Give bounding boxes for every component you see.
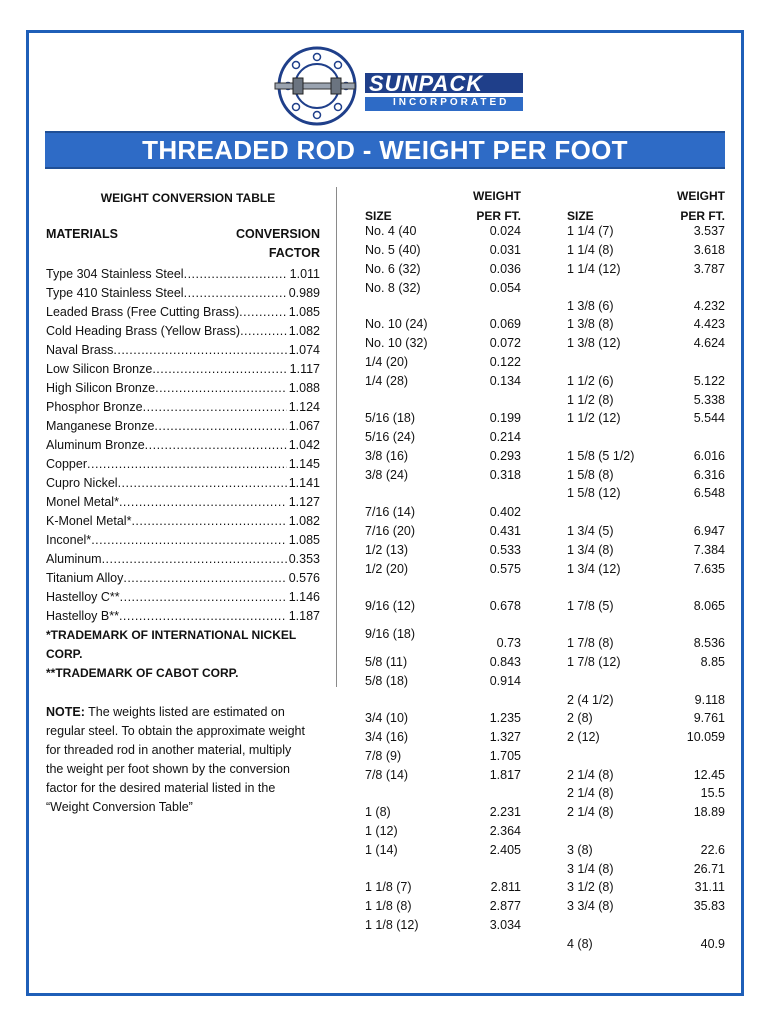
note-paragraph xyxy=(46,703,320,817)
table-b-size-cell: 1 3/8 (12) xyxy=(567,336,621,350)
table-a-weight-cell: 2.405 xyxy=(489,843,521,857)
material-factor: 1.067 xyxy=(288,419,320,433)
table-a-size-cell: 1/2 (20) xyxy=(365,562,409,576)
weight-header-b-line2: PER FT. xyxy=(680,209,725,223)
table-b-weight-cell: 26.71 xyxy=(693,862,725,876)
table-b-weight-cell: 6.947 xyxy=(693,524,725,538)
table-b-weight-cell: 3.537 xyxy=(693,224,725,238)
material-factor: 1.141 xyxy=(288,476,320,490)
table-b-size-cell: 1 1/4 (7) xyxy=(567,224,614,238)
leader-dots xyxy=(145,436,287,455)
table-a-weight-cell: 3.034 xyxy=(489,918,521,932)
table-b-size-cell: 1 5/8 (12) xyxy=(567,486,621,500)
leader-dots xyxy=(131,512,286,531)
table-b-weight-cell: 18.89 xyxy=(693,805,725,819)
leader-dots xyxy=(143,398,287,417)
material-row xyxy=(46,550,320,569)
leader-dots xyxy=(184,284,287,303)
table-b-weight-cell: 31.11 xyxy=(694,880,725,894)
material-name: Leaded Brass (Free Cutting Brass) xyxy=(46,305,240,319)
conversion-header xyxy=(46,227,320,265)
table-a-weight-cell: 0.678 xyxy=(489,599,521,613)
material-factor: 1.085 xyxy=(288,533,320,547)
table-a-size-cell: No. 10 (32) xyxy=(365,336,428,350)
table-a-weight-cell: 0.73 xyxy=(496,636,521,650)
table-a-size-cell: 1/4 (20) xyxy=(365,355,409,369)
material-factor: 0.353 xyxy=(288,552,320,566)
trademark-inco-line2: CORP. xyxy=(46,647,83,661)
table-b-size-cell: 1 3/8 (6) xyxy=(567,299,614,313)
table-a-size-cell: 1 1/8 (8) xyxy=(365,899,412,913)
material-name: Type 304 Stainless Steel xyxy=(46,267,184,281)
material-row xyxy=(46,455,320,474)
table-a-size-cell: No. 4 (40 xyxy=(365,224,417,238)
material-factor: 1.146 xyxy=(288,590,320,604)
material-row xyxy=(46,379,320,398)
table-a-weight-cell: 1.817 xyxy=(489,768,521,782)
table-a-size-cell: 1/4 (28) xyxy=(365,374,409,388)
table-a-weight-cell: 0.134 xyxy=(489,374,521,388)
material-row xyxy=(46,588,320,607)
table-b-size-cell: 2 (4 1/2) xyxy=(567,693,614,707)
size-header-a: SIZE xyxy=(365,209,392,223)
material-factor: 1.088 xyxy=(288,381,320,395)
table-b-weight-cell: 7.384 xyxy=(693,543,725,557)
material-name: Type 410 Stainless Steel xyxy=(46,286,184,300)
table-b-size-cell: 3 3/4 (8) xyxy=(567,899,614,913)
material-name: Copper xyxy=(46,457,87,471)
weight-header-a-line1: WEIGHT xyxy=(473,189,521,203)
table-a-size-cell: 5/8 (18) xyxy=(365,674,409,688)
weight-header-b-line1: WEIGHT xyxy=(677,189,725,203)
note-line: The weights listed are estimated on xyxy=(84,705,285,719)
table-a-size-cell: 3/4 (10) xyxy=(365,711,409,725)
table-a-weight-cell: 0.031 xyxy=(489,243,521,257)
table-b-size-cell: 1 3/8 (8) xyxy=(567,317,614,331)
table-b-weight-cell: 8.85 xyxy=(700,655,725,669)
material-factor: 1.042 xyxy=(288,438,320,452)
material-name: Monel Metal* xyxy=(46,495,119,509)
table-b-weight-cell: 5.122 xyxy=(693,374,725,388)
material-row xyxy=(46,303,320,322)
material-row xyxy=(46,493,320,512)
table-b-size-cell: 1 3/4 (8) xyxy=(567,543,614,557)
table-b-size-cell: 1 1/2 (6) xyxy=(567,374,614,388)
table-b-weight-cell: 4.232 xyxy=(693,299,725,313)
leader-dots xyxy=(155,379,287,398)
table-a-size-cell: 1 (12) xyxy=(365,824,398,838)
sunpack-logo xyxy=(273,45,523,127)
table-b-size-cell: 1 5/8 (5 1/2) xyxy=(567,449,635,463)
conversion-header-line1: CONVERSION xyxy=(235,227,320,241)
table-a-weight-cell: 0.431 xyxy=(489,524,521,538)
leader-dots xyxy=(119,493,287,512)
material-name: Cupro Nickel xyxy=(46,476,118,490)
material-name: Hastelloy B** xyxy=(46,609,119,623)
table-a-weight-cell: 2.231 xyxy=(489,805,521,819)
table-b-weight-cell: 7.635 xyxy=(693,562,725,576)
table-b-size-cell: 2 (8) xyxy=(567,711,593,725)
table-b-weight-cell: 8.536 xyxy=(693,636,725,650)
material-row xyxy=(46,436,320,455)
table-a-size-cell: 7/8 (9) xyxy=(365,749,402,763)
table-b-size-cell: 2 (12) xyxy=(567,730,600,744)
table-a-weight-cell: 0.402 xyxy=(489,505,521,519)
note-line: regular steel. To obtain the approximate weight xyxy=(46,724,305,738)
table-a-weight-cell: 0.024 xyxy=(489,224,521,238)
table-a-weight-cell: 1.327 xyxy=(489,730,521,744)
table-b-size-cell: 2 1/4 (8) xyxy=(567,768,614,782)
page-title: THREADED ROD - WEIGHT PER FOOT xyxy=(45,131,725,169)
table-b-weight-cell: 9.761 xyxy=(693,711,725,725)
brand-subtext: INCORPORATED xyxy=(393,97,510,108)
table-a-weight-cell: 2.364 xyxy=(489,824,521,838)
note-line: the weight per foot shown by the conversion xyxy=(46,762,290,776)
table-a-size-cell: 7/16 (14) xyxy=(365,505,416,519)
page-frame xyxy=(26,30,744,996)
table-b-size-cell: 1 1/4 (12) xyxy=(567,262,621,276)
column-divider xyxy=(336,187,337,687)
table-a-size-cell: 3/8 (16) xyxy=(365,449,409,463)
leader-dots xyxy=(240,322,287,341)
table-a-weight-cell: 0.533 xyxy=(489,543,521,557)
table-a-weight-cell: 0.843 xyxy=(489,655,521,669)
material-row xyxy=(46,322,320,341)
material-factor: 1.074 xyxy=(288,343,320,357)
leader-dots xyxy=(154,417,286,436)
table-a-size-cell: 5/16 (18) xyxy=(365,411,416,425)
note-label: NOTE: xyxy=(46,705,85,719)
table-b-size-cell: 1 3/4 (5) xyxy=(567,524,614,538)
material-name: Aluminum xyxy=(46,552,102,566)
material-row xyxy=(46,569,320,588)
material-row xyxy=(46,265,320,284)
trademark-cabot: **TRADEMARK OF CABOT CORP. xyxy=(46,666,239,680)
table-a-weight-cell: 0.069 xyxy=(489,317,521,331)
material-row xyxy=(46,398,320,417)
material-factor: 1.124 xyxy=(288,400,320,414)
material-factor: 1.117 xyxy=(289,362,320,376)
table-a-size-cell: 5/16 (24) xyxy=(365,430,416,444)
table-a-size-cell: 7/16 (20) xyxy=(365,524,416,538)
table-a-weight-cell: 0.318 xyxy=(489,468,521,482)
material-factor: 0.576 xyxy=(288,571,320,585)
conversion-table-title: WEIGHT CONVERSION TABLE xyxy=(100,191,276,205)
table-b-weight-cell: 35.83 xyxy=(693,899,725,913)
materials-list xyxy=(46,265,320,626)
brand-text: SUNPACK xyxy=(369,71,484,96)
material-factor: 1.085 xyxy=(288,305,320,319)
size-header-b: SIZE xyxy=(567,209,594,223)
table-b-size-cell: 1 7/8 (12) xyxy=(567,655,621,669)
table-a-weight-cell: 2.877 xyxy=(489,899,521,913)
material-factor: 1.127 xyxy=(288,495,320,509)
table-b-size-cell: 1 1/4 (8) xyxy=(567,243,614,257)
table-b-weight-cell: 5.544 xyxy=(693,411,725,425)
table-a-size-cell: 9/16 (12) xyxy=(365,599,416,613)
table-a-weight-cell: 1.235 xyxy=(489,711,521,725)
material-name: Aluminum Bronze xyxy=(46,438,145,452)
table-b-size-cell: 4 (8) xyxy=(567,937,593,951)
table-b-weight-cell: 6.016 xyxy=(693,449,725,463)
table-a-size-cell: 1/2 (13) xyxy=(365,543,409,557)
table-a-weight-cell: 0.575 xyxy=(489,562,521,576)
material-name: Phosphor Bronze xyxy=(46,400,143,414)
table-b-weight-cell: 3.787 xyxy=(693,262,725,276)
note-line: “Weight Conversion Table” xyxy=(46,800,193,814)
leader-dots xyxy=(152,360,287,379)
material-row xyxy=(46,512,320,531)
table-a-size-cell: 1 (8) xyxy=(365,805,391,819)
table-a-weight-cell: 0.122 xyxy=(489,355,521,369)
materials-header: MATERIALS xyxy=(46,227,118,241)
material-name: Titanium Alloy xyxy=(46,571,124,585)
leader-dots xyxy=(91,531,287,550)
conversion-section xyxy=(46,191,320,817)
table-a-size-cell: 1 (14) xyxy=(365,843,398,857)
conversion-header-line2: FACTOR xyxy=(268,246,320,260)
table-a-weight-cell: 0.214 xyxy=(489,430,521,444)
material-name: Inconel* xyxy=(46,533,92,547)
table-b-weight-cell: 4.624 xyxy=(693,336,725,350)
table-a-size-cell: 9/16 (18) xyxy=(365,627,416,641)
note-line: factor for the desired material listed in the xyxy=(46,781,276,795)
leader-dots xyxy=(87,455,287,474)
table-a-size-cell: 1 1/8 (12) xyxy=(365,918,419,932)
leader-dots xyxy=(119,607,287,626)
material-name: Naval Brass xyxy=(46,343,114,357)
trademark-inco-line1: *TRADEMARK OF INTERNATIONAL NICKEL xyxy=(46,628,297,642)
table-b-weight-cell: 6.548 xyxy=(693,486,725,500)
leader-dots xyxy=(113,341,286,360)
table-a-weight-cell: 0.199 xyxy=(489,411,521,425)
table-a-size-cell: No. 6 (32) xyxy=(365,262,421,276)
table-b-size-cell: 3 (8) xyxy=(567,843,593,857)
table-b-weight-cell: 12.45 xyxy=(693,768,725,782)
table-b-size-cell: 2 1/4 (8) xyxy=(567,805,614,819)
material-row xyxy=(46,284,320,303)
table-b-weight-cell: 3.618 xyxy=(693,243,725,257)
table-b-size-cell: 1 7/8 (8) xyxy=(567,636,614,650)
table-b-weight-cell: 10.059 xyxy=(686,730,725,744)
table-b-size-cell: 1 5/8 (8) xyxy=(567,468,614,482)
table-b-weight-cell: 5.338 xyxy=(693,393,725,407)
table-a-size-cell: 3/4 (16) xyxy=(365,730,409,744)
material-factor: 1.082 xyxy=(288,514,320,528)
material-name: Hastelloy C** xyxy=(46,590,120,604)
table-a-size-cell: No. 10 (24) xyxy=(365,317,428,331)
material-row xyxy=(46,417,320,436)
table-b-weight-cell: 15.5 xyxy=(700,786,725,800)
material-factor: 1.145 xyxy=(288,457,320,471)
material-row xyxy=(46,531,320,550)
table-b-weight-cell: 22.6 xyxy=(700,843,725,857)
material-factor: 0.989 xyxy=(288,286,320,300)
table-a-size-cell: 5/8 (11) xyxy=(365,655,408,669)
table-a-weight-cell: 2.811 xyxy=(490,880,521,894)
material-factor: 1.187 xyxy=(288,609,320,623)
table-b-weight-cell: 8.065 xyxy=(693,599,725,613)
material-name: Low Silicon Bronze xyxy=(46,362,153,376)
table-a-weight-cell: 1.705 xyxy=(489,749,521,763)
table-a-weight-cell: 0.072 xyxy=(489,336,521,350)
material-row xyxy=(46,341,320,360)
table-b-size-cell: 3 1/2 (8) xyxy=(567,880,614,894)
weight-header-a-line2: PER FT. xyxy=(476,209,521,223)
table-b-size-cell: 1 7/8 (5) xyxy=(567,599,614,613)
leader-dots xyxy=(184,265,288,284)
note-line: for threaded rod in another material, multiply xyxy=(46,743,292,757)
leader-dots xyxy=(102,550,287,569)
material-name: Cold Heading Brass (Yellow Brass) xyxy=(46,324,241,338)
table-a-weight-cell: 0.054 xyxy=(489,281,521,295)
table-a-weight-cell: 0.036 xyxy=(489,262,521,276)
material-row xyxy=(46,474,320,493)
table-a-size-cell: No. 5 (40) xyxy=(365,243,421,257)
table-b-weight-cell: 4.423 xyxy=(693,317,725,331)
table-b-size-cell: 3 1/4 (8) xyxy=(567,862,614,876)
table-a-weight-cell: 0.914 xyxy=(489,674,521,688)
leader-dots xyxy=(120,588,287,607)
table-a-weight-cell: 0.293 xyxy=(489,449,521,463)
leader-dots xyxy=(239,303,287,322)
table-b-weight-cell: 9.118 xyxy=(694,693,725,707)
table-a-size-cell: No. 8 (32) xyxy=(365,281,421,295)
table-b-weight-cell: 6.316 xyxy=(693,468,725,482)
table-b-size-cell: 1 3/4 (12) xyxy=(567,562,621,576)
material-row xyxy=(46,360,320,379)
leader-dots xyxy=(118,474,287,493)
material-name: High Silicon Bronze xyxy=(46,381,156,395)
material-name: K-Monel Metal* xyxy=(46,514,132,528)
table-a-size-cell: 1 1/8 (7) xyxy=(365,880,412,894)
table-a-size-cell: 7/8 (14) xyxy=(365,768,409,782)
material-factor: 1.082 xyxy=(288,324,320,338)
table-b-weight-cell: 40.9 xyxy=(700,937,725,951)
table-b-size-cell: 1 1/2 (8) xyxy=(567,393,614,407)
material-row xyxy=(46,607,320,626)
material-name: Manganese Bronze xyxy=(46,419,155,433)
table-a-size-cell: 3/8 (24) xyxy=(365,468,409,482)
table-b-size-cell: 1 1/2 (12) xyxy=(567,411,621,425)
leader-dots xyxy=(123,569,286,588)
table-b-size-cell: 2 1/4 (8) xyxy=(567,786,614,800)
material-factor: 1.011 xyxy=(289,267,320,281)
